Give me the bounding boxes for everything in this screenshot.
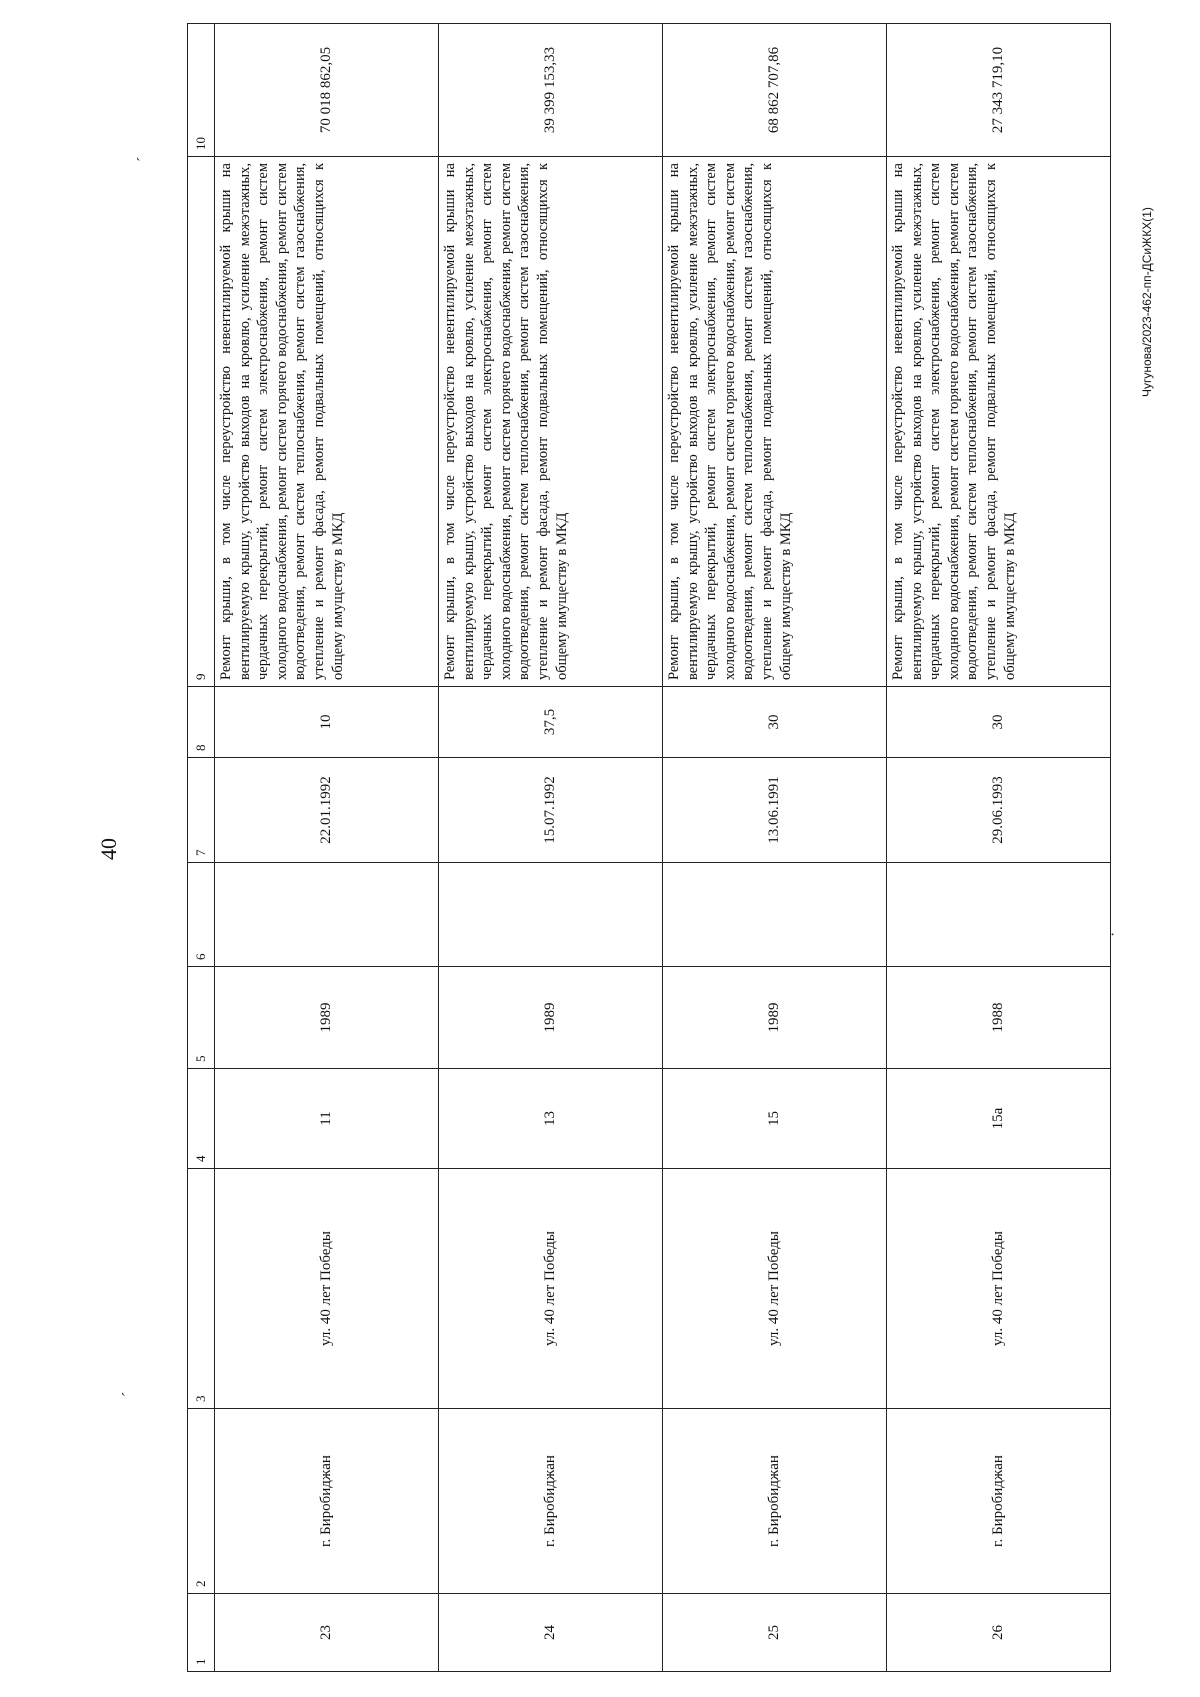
street-cell: ул. 40 лет Победы	[663, 1169, 887, 1409]
row-number: 24	[439, 1594, 663, 1672]
table-row	[887, 24, 1111, 1672]
work-description-cell: Ремонт крыши, в том числе переустройство невентилируемой крыши на вентилируемую крышу, устройство выходов на кровлю, усиление межэтажных, чердачных перекрытий, ремонт систем электроснабжения, ремонт систем холодного водоснабжения, ремонт систем горячего водоснабжения, ремонт систем водоотведения, ремонт систем теплоснабжения, ремонт систем газоснабжения, утепление и ремонт фасада, ремонт подвальных помещений, относящихся к общему имуществу в МКД	[439, 157, 663, 687]
house-cell: 15а	[887, 1069, 1111, 1169]
table-row	[215, 24, 439, 1672]
year-cell: 1989	[215, 967, 439, 1069]
column-number: 8	[188, 687, 215, 758]
column-number-row	[188, 24, 215, 1672]
column-number: 4	[188, 1069, 215, 1169]
street-cell: ул. 40 лет Победы	[887, 1169, 1111, 1409]
year-cell: 1988	[887, 967, 1111, 1069]
work-description-cell: Ремонт крыши, в том числе переустройство невентилируемой крыши на вентилируемую крышу, устройство выходов на кровлю, усиление межэтажных, чердачных перекрытий, ремонт систем электроснабжения, ремонт систем холодного водоснабжения, ремонт систем горячего водоснабжения, ремонт систем водоотведения, ремонт систем теплоснабжения, ремонт систем газоснабжения, утепление и ремонт фасада, ремонт подвальных помещений, относящихся к общему имуществу в МКД	[663, 157, 887, 687]
date-cell: 15.07.1992	[439, 758, 663, 863]
column-number: 2	[188, 1409, 215, 1594]
house-cell: 15	[663, 1069, 887, 1169]
column-number: 3	[188, 1169, 215, 1409]
column-number: 1	[188, 1594, 215, 1672]
scan-speck: ´	[135, 156, 152, 162]
repair-program-table	[187, 23, 1111, 1672]
street-cell: ул. 40 лет Победы	[215, 1169, 439, 1409]
city-cell: г. Биробиджан	[215, 1409, 439, 1594]
street-cell: ул. 40 лет Победы	[439, 1169, 663, 1409]
col8-cell: 30	[887, 687, 1111, 758]
column-number: 7	[188, 758, 215, 863]
document-code: Чугунова/2023-462-пп-ДСиЖКХ(1)	[1140, 207, 1154, 397]
column-number: 5	[188, 967, 215, 1069]
col6-cell	[887, 863, 1111, 967]
row-number: 23	[215, 1594, 439, 1672]
row-number: 26	[887, 1594, 1111, 1672]
amount-cell: 70 018 862,05	[215, 24, 439, 157]
col6-cell	[439, 863, 663, 967]
page-number: 40	[96, 838, 121, 860]
amount-cell: 68 862 707,86	[663, 24, 887, 157]
col8-cell: 10	[215, 687, 439, 758]
date-cell: 22.01.1992	[215, 758, 439, 863]
city-cell: г. Биробиджан	[439, 1409, 663, 1594]
amount-cell: 27 343 719,10	[887, 24, 1111, 157]
work-description-cell: Ремонт крыши, в том числе переустройство невентилируемой крыши на вентилируемую крышу, устройство выходов на кровлю, усиление межэтажных, чердачных перекрытий, ремонт систем электроснабжения, ремонт систем холодного водоснабжения, ремонт систем горячего водоснабжения, ремонт систем водоотведения, ремонт систем теплоснабжения, ремонт систем газоснабжения, утепление и ремонт фасада, ремонт подвальных помещений, относящихся к общему имуществу в МКД	[887, 157, 1111, 687]
house-cell: 13	[439, 1069, 663, 1169]
column-number: 9	[188, 157, 215, 687]
house-cell: 11	[215, 1069, 439, 1169]
column-number: 6	[188, 863, 215, 967]
table-row	[663, 24, 887, 1672]
row-number: 25	[663, 1594, 887, 1672]
column-number: 10	[188, 24, 215, 157]
col8-cell: 30	[663, 687, 887, 758]
year-cell: 1989	[439, 967, 663, 1069]
city-cell: г. Биробиджан	[663, 1409, 887, 1594]
amount-cell: 39 399 153,33	[439, 24, 663, 157]
city-cell: г. Биробиджан	[887, 1409, 1111, 1594]
col6-cell	[663, 863, 887, 967]
year-cell: 1989	[663, 967, 887, 1069]
table-row	[439, 24, 663, 1672]
work-description-cell: Ремонт крыши, в том числе переустройство невентилируемой крыши на вентилируемую крышу, устройство выходов на кровлю, усиление межэтажных, чердачных перекрытий, ремонт систем электроснабжения, ремонт систем холодного водоснабжения, ремонт систем горячего водоснабжения, ремонт систем водоотведения, ремонт систем теплоснабжения, ремонт систем газоснабжения, утепление и ремонт фасада, ремонт подвальных помещений, относящихся к общему имуществу в МКД	[215, 157, 439, 687]
scan-speck: ·	[1105, 931, 1122, 937]
date-cell: 13.06.1991	[663, 758, 887, 863]
col8-cell: 37,5	[439, 687, 663, 758]
scan-speck: ´	[120, 1391, 137, 1397]
date-cell: 29.06.1993	[887, 758, 1111, 863]
col6-cell	[215, 863, 439, 967]
